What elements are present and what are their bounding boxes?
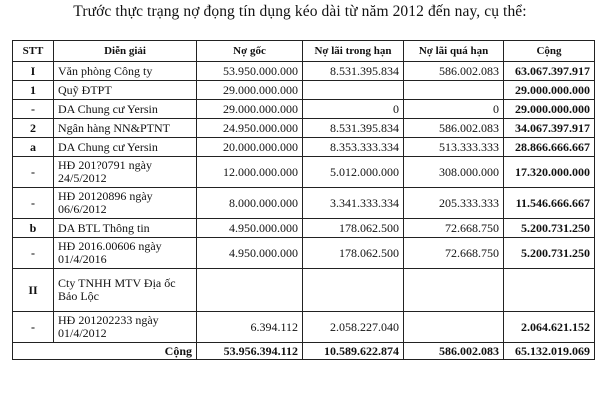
cell-description: DA Chung cư Yersin xyxy=(54,100,197,119)
cell-description: HĐ 201?0791 ngày 24/5/2012 xyxy=(54,157,197,188)
cell-interest-in-term: 178.062.500 xyxy=(303,238,404,269)
cell-stt: - xyxy=(13,100,54,119)
cell-interest-in-term: 8.531.395.834 xyxy=(303,62,404,81)
cell-interest-overdue: 513.333.333 xyxy=(404,138,504,157)
cell-description: HĐ 20120896 ngày 06/6/2012 xyxy=(54,188,197,219)
cell-interest-overdue: 72.668.750 xyxy=(404,238,504,269)
total-interest-in-term: 10.589.622.874 xyxy=(303,343,404,360)
cell-principal: 53.950.000.000 xyxy=(197,62,303,81)
table-total-row xyxy=(13,343,595,360)
cell-total: 29.000.000.000 xyxy=(504,81,595,100)
cell-total: 28.866.666.667 xyxy=(504,138,595,157)
cell-principal: 4.950.000.000 xyxy=(197,238,303,269)
table-row xyxy=(13,269,595,312)
table-row xyxy=(13,312,595,343)
cell-interest-overdue xyxy=(404,269,504,312)
total-label: Cộng xyxy=(13,343,197,360)
cell-stt: 1 xyxy=(13,81,54,100)
cell-principal: 24.950.000.000 xyxy=(197,119,303,138)
cell-description: DA BTL Thông tin xyxy=(54,219,197,238)
cell-stt: - xyxy=(13,238,54,269)
cell-total: 17.320.000.000 xyxy=(504,157,595,188)
cell-description: HĐ 201202233 ngày 01/4/2012 xyxy=(54,312,197,343)
table-row xyxy=(13,119,595,138)
cell-interest-in-term: 8.353.333.334 xyxy=(303,138,404,157)
cell-stt: - xyxy=(13,157,54,188)
table-header-row xyxy=(13,41,595,62)
cell-interest-in-term xyxy=(303,269,404,312)
cell-interest-in-term: 2.058.227.040 xyxy=(303,312,404,343)
table-row xyxy=(13,219,595,238)
cell-total: 11.546.666.667 xyxy=(504,188,595,219)
document-heading: Trước thực trạng nợ đọng tín dụng kéo dài từ năm 2012 đến nay, cụ thể: xyxy=(73,3,527,20)
cell-principal: 12.000.000.000 xyxy=(197,157,303,188)
cell-principal: 8.000.000.000 xyxy=(197,188,303,219)
table-row xyxy=(13,81,595,100)
cell-stt: 2 xyxy=(13,119,54,138)
header-stt: STT xyxy=(13,41,54,62)
cell-description: Văn phòng Công ty xyxy=(54,62,197,81)
cell-interest-overdue xyxy=(404,312,504,343)
cell-description: Ngân hàng NN&PTNT xyxy=(54,119,197,138)
cell-description: HĐ 2016.00606 ngày 01/4/2016 xyxy=(54,238,197,269)
cell-interest-in-term: 0 xyxy=(303,100,404,119)
cell-interest-in-term: 3.341.333.334 xyxy=(303,188,404,219)
cell-stt: I xyxy=(13,62,54,81)
cell-interest-overdue: 0 xyxy=(404,100,504,119)
table-row xyxy=(13,100,595,119)
header-interest-in-term: Nợ lãi trong hạn xyxy=(303,41,404,62)
cell-stt: II xyxy=(13,269,54,312)
cell-stt: b xyxy=(13,219,54,238)
cell-total: 5.200.731.250 xyxy=(504,219,595,238)
cell-interest-overdue: 586.002.083 xyxy=(404,119,504,138)
cell-description: Quỹ ĐTPT xyxy=(54,81,197,100)
cell-interest-overdue xyxy=(404,81,504,100)
cell-stt: - xyxy=(13,188,54,219)
cell-principal: 20.000.000.000 xyxy=(197,138,303,157)
cell-total xyxy=(504,269,595,312)
table-row xyxy=(13,62,595,81)
cell-interest-in-term: 5.012.000.000 xyxy=(303,157,404,188)
cell-stt: a xyxy=(13,138,54,157)
cell-description: DA Chung cư Yersin xyxy=(54,138,197,157)
table-row xyxy=(13,157,595,188)
header-total: Cộng xyxy=(504,41,595,62)
cell-interest-overdue: 586.002.083 xyxy=(404,62,504,81)
cell-interest-in-term xyxy=(303,81,404,100)
cell-interest-in-term: 178.062.500 xyxy=(303,219,404,238)
total-grand: 65.132.019.069 xyxy=(504,343,595,360)
cell-principal: 29.000.000.000 xyxy=(197,100,303,119)
cell-principal xyxy=(197,269,303,312)
debt-table xyxy=(12,40,595,360)
cell-principal: 4.950.000.000 xyxy=(197,219,303,238)
cell-total: 63.067.397.917 xyxy=(504,62,595,81)
header-principal: Nợ gốc xyxy=(197,41,303,62)
table-row xyxy=(13,188,595,219)
cell-principal: 6.394.112 xyxy=(197,312,303,343)
cell-interest-overdue: 205.333.333 xyxy=(404,188,504,219)
total-principal: 53.956.394.112 xyxy=(197,343,303,360)
cell-total: 5.200.731.250 xyxy=(504,238,595,269)
total-interest-overdue: 586.002.083 xyxy=(404,343,504,360)
cell-principal: 29.000.000.000 xyxy=(197,81,303,100)
cell-stt: - xyxy=(13,312,54,343)
cell-interest-overdue: 308.000.000 xyxy=(404,157,504,188)
cell-interest-overdue: 72.668.750 xyxy=(404,219,504,238)
header-interest-overdue: Nợ lãi quá hạn xyxy=(404,41,504,62)
cell-total: 34.067.397.917 xyxy=(504,119,595,138)
header-description: Diễn giải xyxy=(54,41,197,62)
cell-description: Cty TNHH MTV Địa ốc Bảo Lộc xyxy=(54,269,197,312)
table-row xyxy=(13,238,595,269)
cell-interest-in-term: 8.531.395.834 xyxy=(303,119,404,138)
cell-total: 29.000.000.000 xyxy=(504,100,595,119)
table-row xyxy=(13,138,595,157)
cell-total: 2.064.621.152 xyxy=(504,312,595,343)
